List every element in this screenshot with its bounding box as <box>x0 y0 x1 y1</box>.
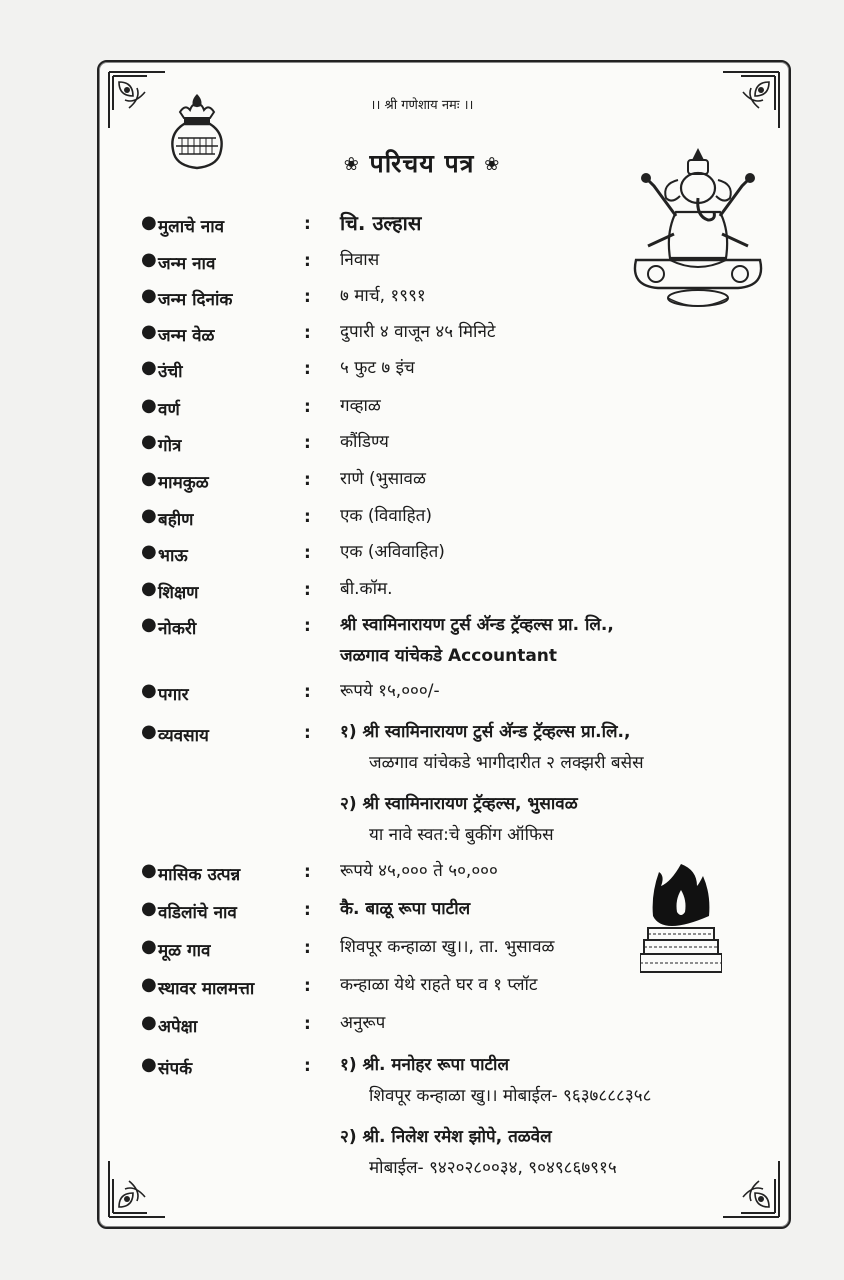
colon: : <box>304 723 311 743</box>
bullet-icon: ● <box>141 249 157 270</box>
field-label: नोकरी <box>158 619 197 639</box>
bullet-icon: ● <box>141 431 157 452</box>
bullet-icon: ● <box>141 1054 157 1075</box>
bullet-icon: ● <box>141 357 157 378</box>
field-value: रूपये ४५,००० ते ५०,००० <box>340 861 498 881</box>
contact-1-name: १) श्री. मनोहर रूपा पाटील <box>340 1055 509 1075</box>
colon: : <box>304 287 311 307</box>
colon: : <box>304 616 311 636</box>
business-item-1-detail: जळगाव यांचेकडे भागीदारीत २ लक्झरी बसेस <box>369 753 644 773</box>
ganesha-icon <box>628 142 768 317</box>
colon: : <box>304 900 311 920</box>
field-value: दुपारी ४ वाजून ४५ मिनिटे <box>340 322 496 342</box>
colon: : <box>304 323 311 343</box>
corner-ornament <box>107 1159 167 1219</box>
bullet-icon: ● <box>141 505 157 526</box>
bullet-icon: ● <box>141 974 157 995</box>
colon: : <box>304 359 311 379</box>
field-label: मूळ गाव <box>158 941 211 961</box>
colon: : <box>304 507 311 527</box>
field-value: एक (अविवाहित) <box>340 542 445 562</box>
field-label: वर्ण <box>158 400 180 420</box>
business-item-1-title: १) श्री स्वामिनारायण टुर्स अ‍ॅन्ड ट्रॅव्हल्स प्रा.लि., <box>340 722 631 742</box>
flower-icon: ❀ <box>484 154 501 175</box>
title-text: परिचय पत्र <box>369 149 475 178</box>
field-value: राणे (भुसावळ <box>340 469 426 489</box>
field-value: चि. उल्हास <box>340 211 422 235</box>
field-value: ५ फुट ७ इंच <box>340 358 415 378</box>
field-label: जन्म वेळ <box>158 326 215 346</box>
field-label: वडिलांचे नाव <box>158 903 237 923</box>
bullet-icon: ● <box>141 1012 157 1033</box>
field-value: रूपये १५,०००/- <box>340 681 440 701</box>
field-value <box>340 610 614 672</box>
bullet-icon: ● <box>141 212 157 233</box>
bullet-icon: ● <box>141 860 157 881</box>
field-value: कन्हाळा येथे राहते घर व १ प्लॉट <box>340 975 538 995</box>
business-item-2-detail: या नावे स्वत:चे बुकींग ऑफिस <box>369 825 554 845</box>
colon: : <box>304 1014 311 1034</box>
field-label: मासिक उत्पन्न <box>158 865 241 885</box>
field-value: बी.कॉम. <box>340 579 393 599</box>
kalash-icon <box>166 90 228 172</box>
colon: : <box>304 433 311 453</box>
colon: : <box>304 543 311 563</box>
field-value: गव्हाळ <box>340 396 381 416</box>
field-label: मामकुळ <box>158 473 209 493</box>
business-item-2-title: २) श्री स्वामिनारायण ट्रॅव्हल्स, भुसावळ <box>340 794 578 814</box>
colon: : <box>304 682 311 702</box>
bullet-icon: ● <box>141 721 157 742</box>
bullet-icon: ● <box>141 680 157 701</box>
field-label: भाऊ <box>158 546 188 566</box>
field-label: गोत्र <box>158 436 182 456</box>
bullet-icon: ● <box>141 578 157 599</box>
colon: : <box>304 397 311 417</box>
field-label: बहीण <box>158 510 194 530</box>
colon: : <box>304 214 311 234</box>
contact-1-detail: शिवपूर कन्हाळा खु।। मोबाईल- ९६३७८८८३५८ <box>369 1086 652 1106</box>
bullet-icon: ● <box>141 541 157 562</box>
field-value: अनुरूप <box>340 1013 386 1033</box>
colon: : <box>304 470 311 490</box>
bullet-icon: ● <box>141 936 157 957</box>
contact-2-detail: मोबाईल- ९४२०२८००३४, ९०४९८६७९१५ <box>369 1158 617 1178</box>
field-label: पगार <box>158 685 189 705</box>
corner-ornament <box>721 1159 781 1219</box>
field-label: उंची <box>158 362 183 382</box>
field-value: शिवपूर कन्हाळा खु।।, ता. भुसावळ <box>340 937 555 957</box>
colon: : <box>304 862 311 882</box>
field-label: स्थावर मालमत्ता <box>158 979 255 999</box>
bullet-icon: ● <box>141 321 157 342</box>
bullet-icon: ● <box>141 395 157 416</box>
field-value <box>340 717 644 851</box>
bullet-icon: ● <box>141 898 157 919</box>
field-value <box>340 1050 651 1184</box>
field-value: कौंडिण्य <box>340 432 389 452</box>
field-label: संपर्क <box>158 1059 193 1079</box>
field-label: मुलाचे नाव <box>158 217 225 237</box>
field-value: निवास <box>340 250 380 270</box>
havan-fire-icon <box>640 862 722 982</box>
colon: : <box>304 1056 311 1076</box>
field-label: जन्म दिनांक <box>158 290 233 310</box>
bullet-icon: ● <box>141 285 157 306</box>
contact-2-name: २) श्री. निलेश रमेश झोपे, तळवेल <box>340 1127 552 1147</box>
field-value: कै. बाळू रूपा पाटील <box>340 899 471 919</box>
bullet-icon: ● <box>141 614 157 635</box>
job-line-1: श्री स्वामिनारायण टुर्स अ‍ॅन्ड ट्रॅव्हल्स प्रा. लि., <box>340 615 614 635</box>
field-label: अपेक्षा <box>158 1017 198 1037</box>
colon: : <box>304 251 311 271</box>
flower-icon: ❀ <box>343 154 360 175</box>
field-value: ७ मार्च, १९९१ <box>340 286 426 306</box>
field-label: जन्म नाव <box>158 254 216 274</box>
bullet-icon: ● <box>141 468 157 489</box>
job-line-2: जळगाव यांचेकडे Accountant <box>340 646 558 666</box>
field-label: शिक्षण <box>158 583 199 603</box>
colon: : <box>304 938 311 958</box>
colon: : <box>304 976 311 996</box>
field-value: एक (विवाहित) <box>340 506 432 526</box>
invocation-text: ।। श्री गणेशाय नमः ।। <box>370 98 474 113</box>
colon: : <box>304 580 311 600</box>
field-label: व्यवसाय <box>158 726 209 746</box>
